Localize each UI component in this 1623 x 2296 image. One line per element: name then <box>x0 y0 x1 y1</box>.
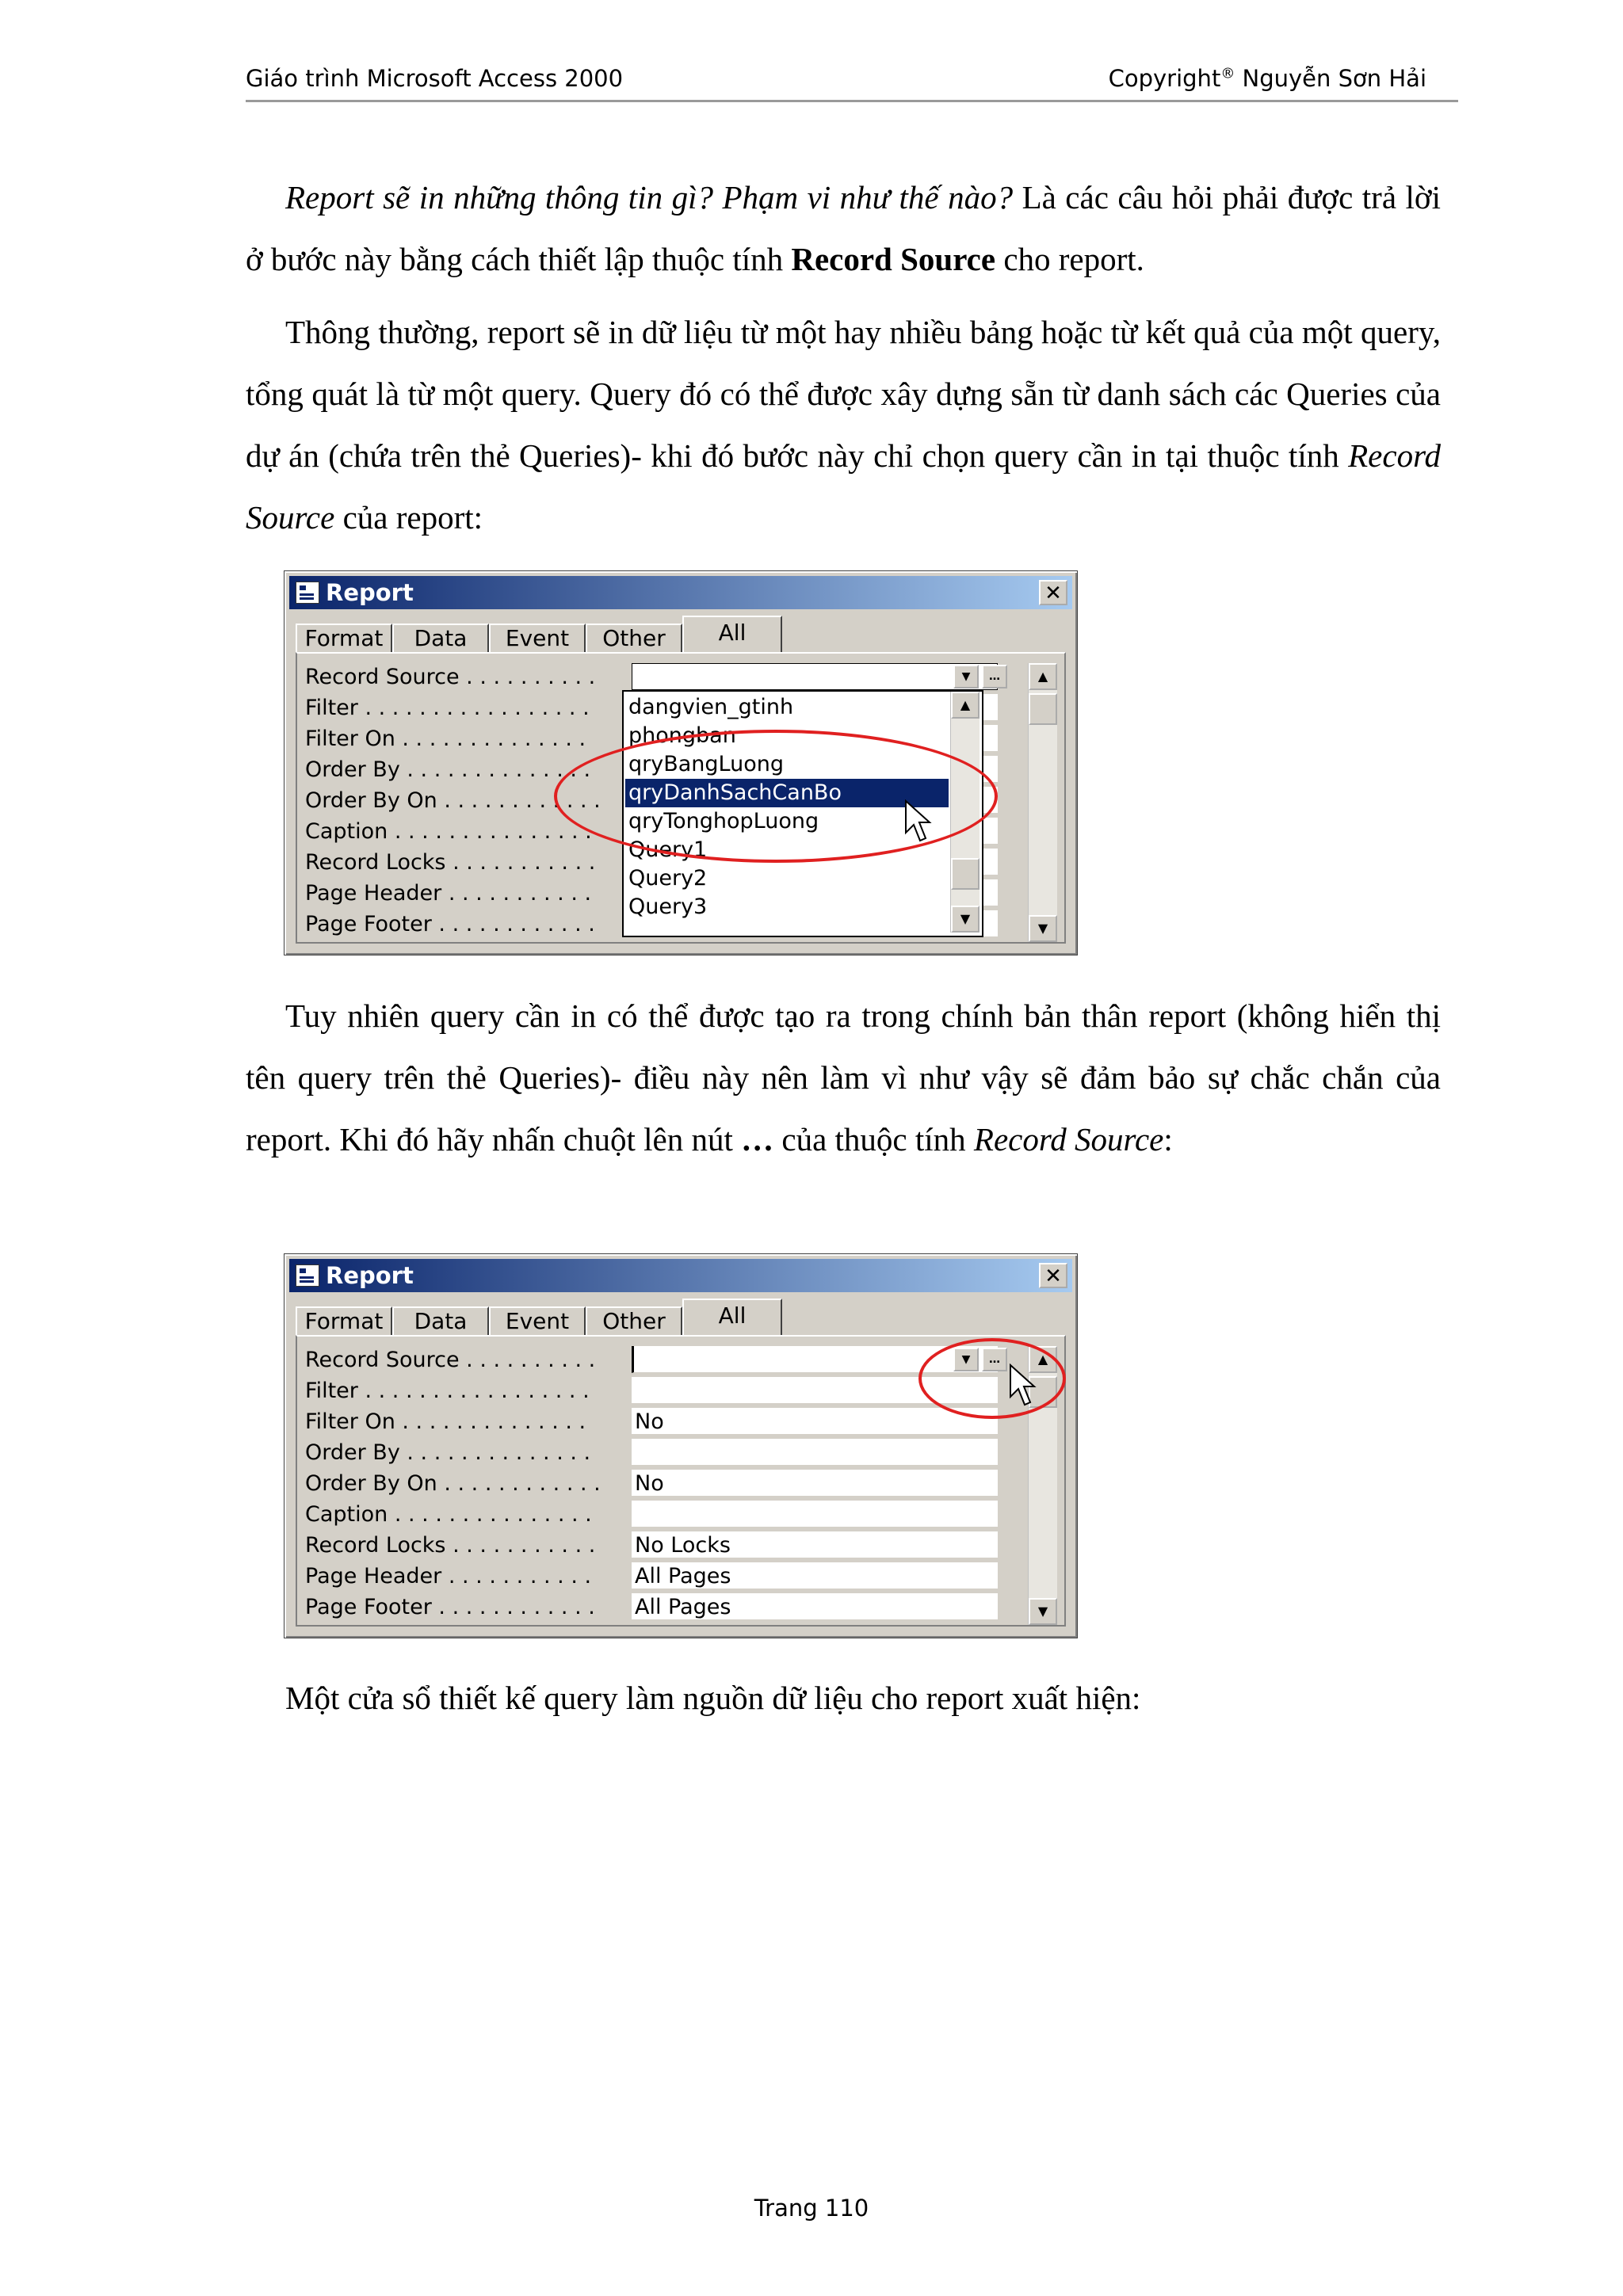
tab-format[interactable]: Format <box>296 624 392 652</box>
property-value[interactable]: No Locks <box>632 1531 998 1558</box>
record-source-input[interactable] <box>632 663 998 690</box>
scroll-down-button[interactable]: ▼ <box>1029 915 1057 942</box>
header-left: Giáo trình Microsoft Access 2000 <box>246 65 624 92</box>
p1-text: Là các câu hỏi phải được trả lời ở bước này bằng cách thiết lập thuộc tính <box>246 179 1441 277</box>
property-label: Record Locks . . . . . . . . . . . <box>305 1533 596 1558</box>
property-label: Page Header . . . . . . . . . . . <box>305 881 592 906</box>
report-properties-window-1 <box>284 570 1078 955</box>
property-label: Record Source . . . . . . . . . . <box>305 1348 596 1372</box>
property-label: Page Header . . . . . . . . . . . <box>305 1564 592 1589</box>
title-bar <box>289 1259 1072 1292</box>
dropdown-option[interactable]: Query2 <box>628 866 708 891</box>
property-label: Record Locks . . . . . . . . . . . <box>305 850 596 875</box>
property-label: Order By . . . . . . . . . . . . . . <box>305 757 591 782</box>
tab-other[interactable]: Other <box>586 1306 682 1335</box>
scroll-up-button[interactable]: ▲ <box>1029 1346 1057 1373</box>
property-label: Order By . . . . . . . . . . . . . . <box>305 1440 591 1465</box>
property-label: Page Footer . . . . . . . . . . . . <box>305 912 595 936</box>
property-label: Caption . . . . . . . . . . . . . . . <box>305 1502 592 1527</box>
property-label: Filter On . . . . . . . . . . . . . . <box>305 1409 586 1434</box>
property-value[interactable] <box>632 1439 998 1466</box>
p3-end: : <box>1163 1121 1173 1158</box>
close-button[interactable]: ✕ <box>1039 1263 1067 1288</box>
dropdown-option[interactable]: Query1 <box>628 837 708 862</box>
mouse-pointer-icon <box>904 799 936 847</box>
property-label: Filter . . . . . . . . . . . . . . . . . <box>305 1379 590 1403</box>
dropdown-option-selected[interactable]: qryDanhSachCanBo <box>625 779 949 807</box>
report-icon <box>296 582 319 604</box>
property-value[interactable]: No <box>632 1470 998 1497</box>
p1-italic: Report sẽ in những thông tin gì? Phạm vi như thế nào? <box>285 179 1014 215</box>
property-row[interactable] <box>305 1377 844 1407</box>
p2-end: của report: <box>334 499 483 536</box>
property-row[interactable] <box>305 1470 844 1500</box>
tab-other[interactable]: Other <box>586 624 682 652</box>
property-value[interactable]: All Pages <box>632 1593 998 1620</box>
tab-strip <box>296 616 850 654</box>
property-row[interactable] <box>305 1531 844 1562</box>
dropdown-arrow-button[interactable]: ▼ <box>953 1348 979 1371</box>
tab-all[interactable]: All <box>682 1299 782 1337</box>
paragraph-2 <box>246 301 1441 548</box>
property-row[interactable] <box>305 1501 844 1531</box>
dropdown-option[interactable]: phongban <box>628 723 736 748</box>
property-value[interactable]: All Pages <box>632 1562 998 1589</box>
p4-text: Một cửa sổ thiết kế query làm nguồn dữ liệu cho report xuất hiện: <box>285 1680 1141 1716</box>
highlight-ellipse <box>918 1338 1066 1419</box>
p1-end: cho report. <box>995 241 1144 277</box>
paragraph-3 <box>246 985 1441 1170</box>
page-header <box>246 62 1458 102</box>
dropdown-option[interactable]: qryTonghopLuong <box>628 809 819 833</box>
tab-format[interactable]: Format <box>296 1306 392 1335</box>
tab-strip <box>296 1299 850 1337</box>
window-title: Report <box>326 579 414 606</box>
scroll-thumb[interactable] <box>1029 693 1057 725</box>
copyright-word: Copyright <box>1108 65 1221 92</box>
property-label: Record Source . . . . . . . . . . <box>305 665 596 689</box>
paragraph-4 <box>246 1667 1441 1729</box>
dropdown-scroll-down[interactable]: ▼ <box>951 906 980 933</box>
dropdown-scroll-thumb[interactable] <box>951 858 980 890</box>
close-button[interactable]: ✕ <box>1039 580 1067 605</box>
tab-data[interactable]: Data <box>392 1306 489 1335</box>
window-title: Report <box>326 1262 414 1289</box>
scroll-up-button[interactable]: ▲ <box>1029 663 1057 690</box>
tab-event[interactable]: Event <box>489 1306 586 1335</box>
properties-scrollbar[interactable] <box>1028 663 1057 942</box>
dropdown-option[interactable]: qryBangLuong <box>628 752 784 776</box>
p3-mid: của thuộc tính <box>773 1121 974 1158</box>
dropdown-scroll-up[interactable]: ▲ <box>951 692 980 719</box>
property-value[interactable] <box>632 1501 998 1527</box>
property-label: Caption . . . . . . . . . . . . . . . <box>305 819 592 844</box>
mouse-pointer-icon <box>1009 1363 1041 1411</box>
registered-mark: ® <box>1220 65 1235 82</box>
tab-all[interactable]: All <box>682 616 782 654</box>
dropdown-option[interactable]: dangvien_gtinh <box>628 695 794 719</box>
tab-data[interactable]: Data <box>392 624 489 652</box>
page-number: Trang 110 <box>754 2195 869 2222</box>
tab-event[interactable]: Event <box>489 624 586 652</box>
property-row[interactable] <box>305 1346 844 1376</box>
dropdown-option[interactable]: Query3 <box>628 894 708 919</box>
p2-text: Thông thường, report sẽ in dữ liệu từ một hay nhiều bảng hoặc từ kết quả của một query, tổng quát là từ một query. Query đó có thể được xây dựng sẵn từ danh sách các Queries của dự án (chứa trên thẻ Queries)- khi đó bước này chỉ chọn query cần in tại thuộc tính <box>246 314 1441 474</box>
property-row[interactable] <box>305 663 844 693</box>
property-label: Filter . . . . . . . . . . . . . . . . . <box>305 696 590 720</box>
dropdown-arrow-button[interactable]: ▼ <box>953 665 979 688</box>
property-label: Filter On . . . . . . . . . . . . . . <box>305 727 586 751</box>
header-right <box>1109 65 1426 92</box>
property-row[interactable] <box>305 1593 844 1623</box>
title-bar <box>289 576 1072 609</box>
property-value[interactable]: No <box>632 1408 998 1435</box>
author-name: Nguyễn Sơn Hải <box>1235 65 1426 92</box>
p3-italic: Record Source <box>973 1121 1164 1158</box>
property-row[interactable] <box>305 1408 844 1438</box>
builder-button[interactable]: … <box>982 1348 1007 1371</box>
p3-text: Tuy nhiên query cần in có thể được tạo ra trong chính bản thân report (không hiển thị tên query trên thẻ Queries)- điều này nên làm vì như vậy sẽ đảm bảo sự chắc chắn của report. Khi đó hãy nhấn chuột lên nút <box>246 997 1441 1158</box>
p1-bold: Record Source <box>791 241 996 277</box>
property-row[interactable] <box>305 1439 844 1469</box>
property-row[interactable] <box>305 1562 844 1592</box>
p3-bold: … <box>741 1121 774 1158</box>
property-label: Order By On . . . . . . . . . . . . <box>305 1471 601 1496</box>
p2-italic: Record Source <box>246 437 1441 536</box>
property-label: Order By On . . . . . . . . . . . . <box>305 788 601 813</box>
scroll-down-button[interactable]: ▼ <box>1029 1598 1057 1625</box>
paragraph-1 <box>246 166 1441 290</box>
property-label: Page Footer . . . . . . . . . . . . <box>305 1595 595 1619</box>
report-properties-window-2 <box>284 1253 1078 1638</box>
builder-button[interactable]: … <box>982 665 1007 688</box>
report-icon <box>296 1264 319 1287</box>
